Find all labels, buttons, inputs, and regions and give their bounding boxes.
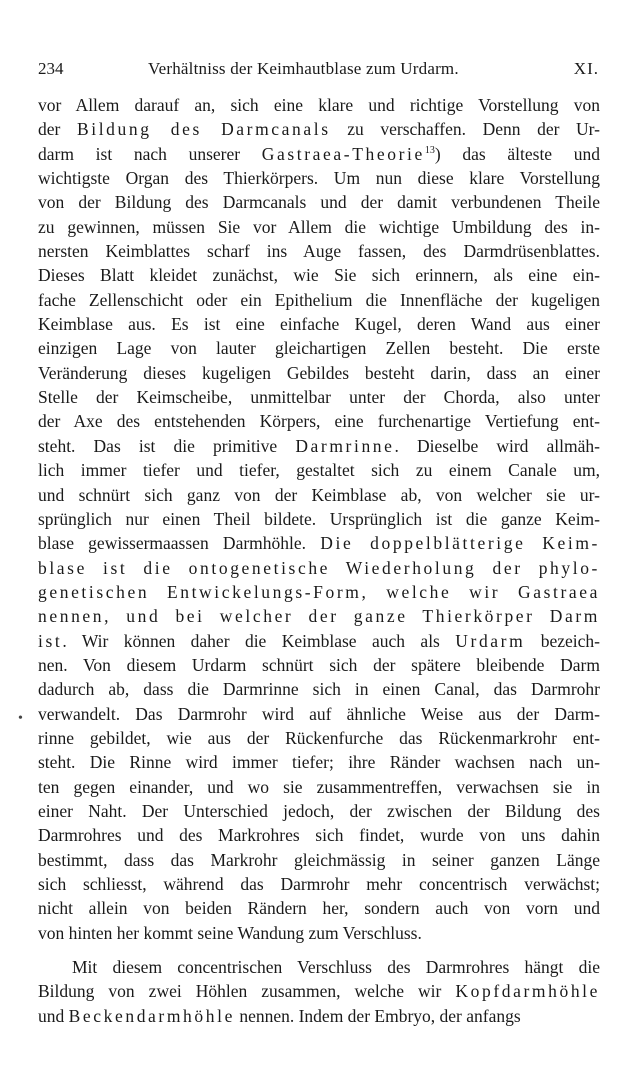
text-run: von hinten her kommt seine Wandung zum Verschluss.	[38, 922, 422, 943]
text-run: lich immer tiefer und tiefer, gestaltet sich zu einem Canale um,	[38, 460, 600, 481]
text-line	[38, 507, 600, 531]
text-line	[38, 979, 600, 1003]
text-line	[38, 215, 600, 239]
text-line	[38, 955, 600, 979]
text-run: ten gegen einander, und wo sie zusammentreffen, verwachsen sie in	[38, 776, 600, 797]
text-line	[38, 385, 600, 409]
text-run: einzigen Lage von lauter gleichartigen Zellen besteht. Die erste	[38, 338, 600, 359]
text-line	[38, 848, 600, 872]
text-run: sich schliesst, während das Darmrohr mehr concentrisch verwächst;	[38, 874, 600, 894]
text-line	[38, 117, 600, 141]
text-line	[38, 653, 600, 677]
text-line	[38, 556, 600, 580]
text-line	[38, 93, 600, 117]
text-run: Mit diesem concentrischen Verschluss des Darmrohres hängt die	[72, 957, 600, 978]
page-number: 234	[38, 59, 64, 78]
text-line	[38, 775, 600, 799]
text-run: nersten Keimblattes scharf ins Auge fassen, des Darmdrüsenblattes.	[38, 241, 600, 262]
text-line	[38, 750, 600, 774]
text-run: Darmrohres und des Markrohres sich findet, wurde von uns dahin	[38, 825, 600, 846]
spaced-emphasis: nennen, und bei welcher der ganze Thierkörper Darm	[38, 606, 600, 627]
spaced-emphasis: Urdarm	[455, 630, 526, 651]
text-run: steht. Das ist die primitive	[38, 435, 296, 456]
text-run: Bildung von zwei Höhlen zusammen, welche wir	[38, 981, 456, 1002]
text-line	[38, 434, 600, 458]
spaced-emphasis: Kopfdarmhöhle	[455, 981, 600, 1002]
text-run: zu verschaffen. Denn der Ur-	[330, 119, 600, 140]
text-run: steht. Die Rinne wird immer tiefer; ihre Ränder wachsen nach un-	[38, 752, 600, 773]
text-run: nennen. Indem der Embryo, der anfangs	[234, 1005, 521, 1026]
text-line	[38, 312, 600, 336]
text-run: und	[38, 1005, 69, 1026]
paragraph	[38, 93, 600, 945]
text-line	[38, 166, 600, 190]
text-line	[38, 872, 600, 896]
spaced-emphasis: Darmrinne	[295, 435, 395, 456]
text-run: der	[38, 119, 77, 140]
text-run: dadurch ab, dass die Darmrinne sich in einen Canal, das Darmrohr	[38, 679, 600, 700]
text-run: Keimblase aus. Es ist eine einfache Kugel, deren Wand aus einer	[38, 314, 600, 335]
text-run: vor Allem darauf an, sich eine klare und richtige Vorstellung von	[38, 95, 600, 115]
text-run: blase gewissermaassen Darmhöhle.	[38, 533, 321, 554]
text-line	[38, 409, 600, 433]
spaced-emphasis: blase ist die ontogenetische Wiederholung der phylo-	[38, 557, 600, 578]
text-line	[38, 604, 600, 628]
text-line	[38, 239, 600, 263]
text-line	[38, 726, 600, 750]
text-line	[38, 1004, 600, 1028]
text-run: sprünglich nur einen Theil bildete. Ursprünglich ist die ganze Keim-	[38, 508, 600, 529]
body-text	[38, 93, 600, 1028]
text-run: nen. Von diesem Urdarm schnürt sich der spätere bleibende Darm	[38, 654, 600, 675]
spaced-emphasis: genetischen Entwickelungs-Form, welche wir Gastraea	[38, 581, 600, 602]
text-run: von der Bildung des Darmcanals und der damit verbundenen Theile	[38, 192, 600, 213]
text-run: . Dieselbe wird allmäh-	[394, 435, 600, 456]
text-line	[38, 531, 600, 555]
text-run: Veränderung dieses kugeligen Gebildes besteht darin, dass an einer	[38, 362, 600, 383]
text-run: fache Zellenschicht oder ein Epithelium die Innenfläche der kugeligen	[38, 289, 600, 310]
running-header	[0, 58, 639, 80]
text-run: Dieses Blatt kleidet zunächst, wie Sie sich erinnern, als eine ein-	[38, 265, 600, 286]
running-title: Verhältniss der Keimhautblase zum Urdarm.	[148, 59, 459, 78]
text-line	[38, 263, 600, 287]
text-line	[38, 823, 600, 847]
text-run: rinne gebildet, wie aus der Rückenfurche das Rückenmarkrohr ent-	[38, 727, 600, 748]
text-line	[38, 336, 600, 360]
margin-mark: •	[18, 711, 23, 726]
spaced-emphasis: Beckendarmhöhle	[68, 1005, 235, 1026]
text-run: darm ist nach unserer	[38, 143, 262, 164]
text-line	[38, 288, 600, 312]
footnote-ref: 13	[424, 144, 435, 156]
spaced-emphasis: Die doppelblätterige Keim-	[320, 533, 600, 554]
text-line	[38, 896, 600, 920]
text-run: ) das älteste und	[434, 143, 601, 164]
text-run: wichtigste Organ des Thierkörpers. Um nun diese klare Vorstellung	[38, 168, 600, 189]
text-run: bestimmt, dass das Markrohr gleichmässig in seiner ganzen Länge	[38, 849, 600, 870]
chapter-number: XI.	[573, 59, 599, 78]
text-run: der Axe des entstehenden Körpers, eine furchenartige Vertiefung ent-	[38, 411, 600, 432]
paragraph-gap	[38, 945, 600, 955]
text-run: zu gewinnen, müssen Sie vor Allem die wichtige Umbildung des in-	[38, 216, 600, 237]
paragraph	[38, 955, 600, 1028]
text-line	[38, 629, 600, 653]
text-run: und schnürt sich ganz von der Keimblase ab, von welcher sie ur-	[38, 484, 600, 505]
text-run: Stelle der Keimscheibe, unmittelbar unter der Chorda, also unter	[38, 387, 600, 408]
text-line	[38, 799, 600, 823]
text-run: . Wir können daher die Keimblase auch als	[62, 630, 456, 651]
text-run: einer Naht. Der Unterschied jedoch, der zwischen der Bildung des	[38, 800, 600, 821]
text-line	[38, 677, 600, 701]
text-run: bezeich-	[525, 630, 601, 651]
text-line	[38, 580, 600, 604]
text-line	[38, 483, 600, 507]
spaced-emphasis: ist	[38, 630, 63, 651]
text-line	[38, 458, 600, 482]
text-run: verwandelt. Das Darmrohr wird auf ähnliche Weise aus der Darm-	[38, 703, 600, 724]
text-run: nicht allein von beiden Rändern her, sondern auch von vorn und	[38, 898, 600, 919]
text-line	[38, 190, 600, 214]
text-line	[38, 921, 600, 945]
spaced-emphasis: Gastraea-Theorie	[261, 143, 425, 164]
text-line	[38, 702, 600, 726]
text-line	[38, 142, 600, 166]
text-line	[38, 361, 600, 385]
spaced-emphasis: Bildung des Darmcanals	[76, 119, 331, 140]
